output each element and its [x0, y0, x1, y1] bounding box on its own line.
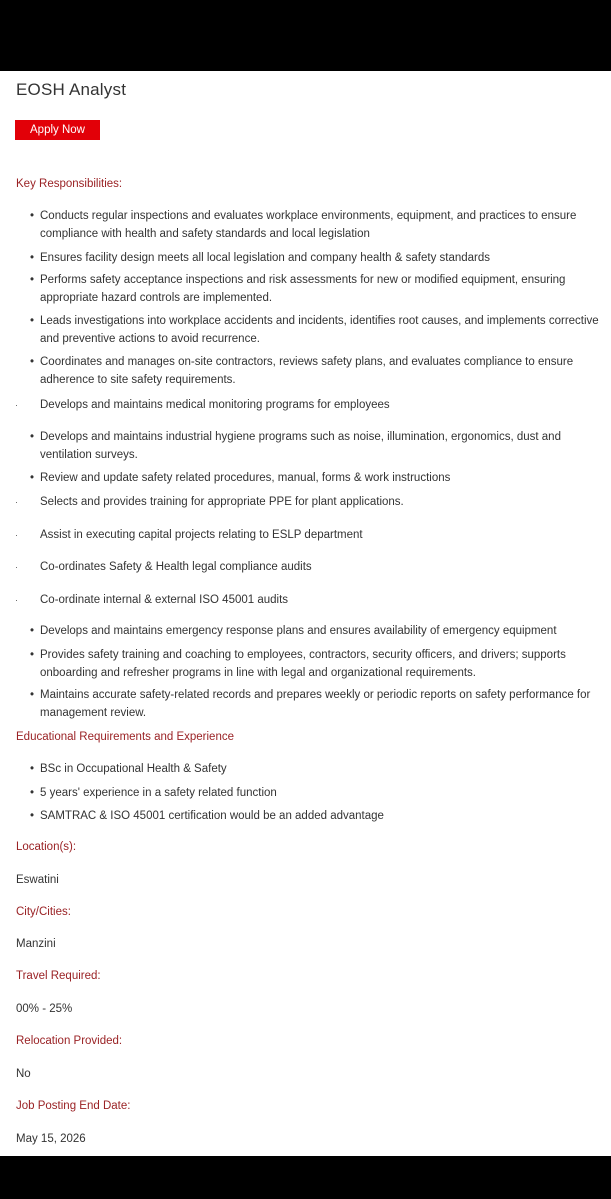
bullet-marker: • [30, 252, 35, 264]
responsibility-item: Review and update safety related procedures, manual, forms & work instructions [40, 472, 451, 484]
bullet-marker: · [15, 595, 18, 605]
travel-label: Travel Required: [16, 970, 101, 982]
bullet-marker: • [30, 763, 35, 775]
bullet-marker: · [15, 497, 18, 507]
responsibility-item: Provides safety training and coaching to employees, contractors, security officers, and drivers; supports onboarding and refresher programs in line with legal and organizational requirements. [40, 649, 566, 679]
bullet-marker: • [30, 810, 35, 822]
education-item: BSc in Occupational Health & Safety [40, 763, 227, 775]
bullet-marker: • [30, 649, 35, 661]
responsibility-item: Maintains accurate safety-related records and prepares weekly or periodic reports on safety performance for management review. [40, 689, 591, 719]
apply-now-button[interactable]: Apply Now [15, 120, 100, 140]
bullet-marker: · [15, 562, 18, 572]
responsibility-item: Assist in executing capital projects relating to ESLP department [40, 529, 363, 541]
bullet-marker: • [30, 689, 35, 701]
location-value: Eswatini [16, 874, 59, 886]
job-title: EOSH Analyst [16, 80, 127, 99]
responsibility-item: Co-ordinates Safety & Health legal compliance audits [40, 561, 312, 573]
responsibility-item: Coordinates and manages on-site contractors, reviews safety plans, and evaluates compliance to ensure adherence to site safety requirements. [40, 356, 574, 386]
responsibility-item: Selects and provides training for appropriate PPE for plant applications. [40, 496, 404, 508]
bullet-marker: • [30, 472, 35, 484]
bullet-marker: • [30, 210, 35, 222]
education-item: 5 years' experience in a safety related function [40, 787, 277, 799]
city-value: Manzini [16, 938, 56, 950]
responsibility-item: Develops and maintains emergency response plans and ensures availability of emergency equipment [40, 625, 557, 637]
relocation-label: Relocation Provided: [16, 1035, 123, 1047]
education-heading: Educational Requirements and Experience [16, 731, 234, 743]
responsibility-item: Performs safety acceptance inspections and risk assessments for new or modified equipment, ensuring appropriate hazard controls are implemented. [40, 274, 566, 304]
posting-end-date-label: Job Posting End Date: [16, 1100, 131, 1112]
responsibility-item: Conducts regular inspections and evaluates workplace environments, equipment, and practices to ensure compliance with health and safety standards and local legislation [40, 210, 577, 240]
education-item: SAMTRAC & ISO 45001 certification would be an added advantage [40, 810, 384, 822]
bullet-marker: • [30, 625, 35, 637]
job-posting-page [0, 71, 611, 1156]
responsibility-item: Co-ordinate internal & external ISO 45001 audits [40, 594, 289, 606]
responsibility-item: Develops and maintains medical monitoring programs for employees [40, 399, 390, 411]
relocation-value: No [16, 1068, 31, 1080]
bullet-marker: • [30, 356, 35, 368]
bullet-marker: · [15, 400, 18, 410]
key-responsibilities-heading: Key Responsibilities: [16, 178, 123, 190]
travel-value: 00% - 25% [16, 1003, 73, 1015]
responsibility-item: Ensures facility design meets all local legislation and company health & safety standards [40, 252, 491, 264]
bullet-marker: • [30, 274, 35, 286]
location-label: Location(s): [16, 841, 77, 853]
bullet-marker: • [30, 431, 35, 443]
bullet-marker: • [30, 315, 35, 327]
city-label: City/Cities: [16, 906, 71, 918]
bullet-marker: · [15, 530, 18, 540]
bullet-marker: • [30, 787, 35, 799]
responsibility-item: Leads investigations into workplace accidents and incidents, identifies root causes, and implements corrective and preventive actions to avoid recurrence. [40, 315, 599, 345]
responsibility-item: Develops and maintains industrial hygiene programs such as noise, illumination, ergonomics, dust and ventilation surveys. [40, 431, 561, 461]
posting-end-date-value: May 15, 2026 [16, 1133, 86, 1145]
